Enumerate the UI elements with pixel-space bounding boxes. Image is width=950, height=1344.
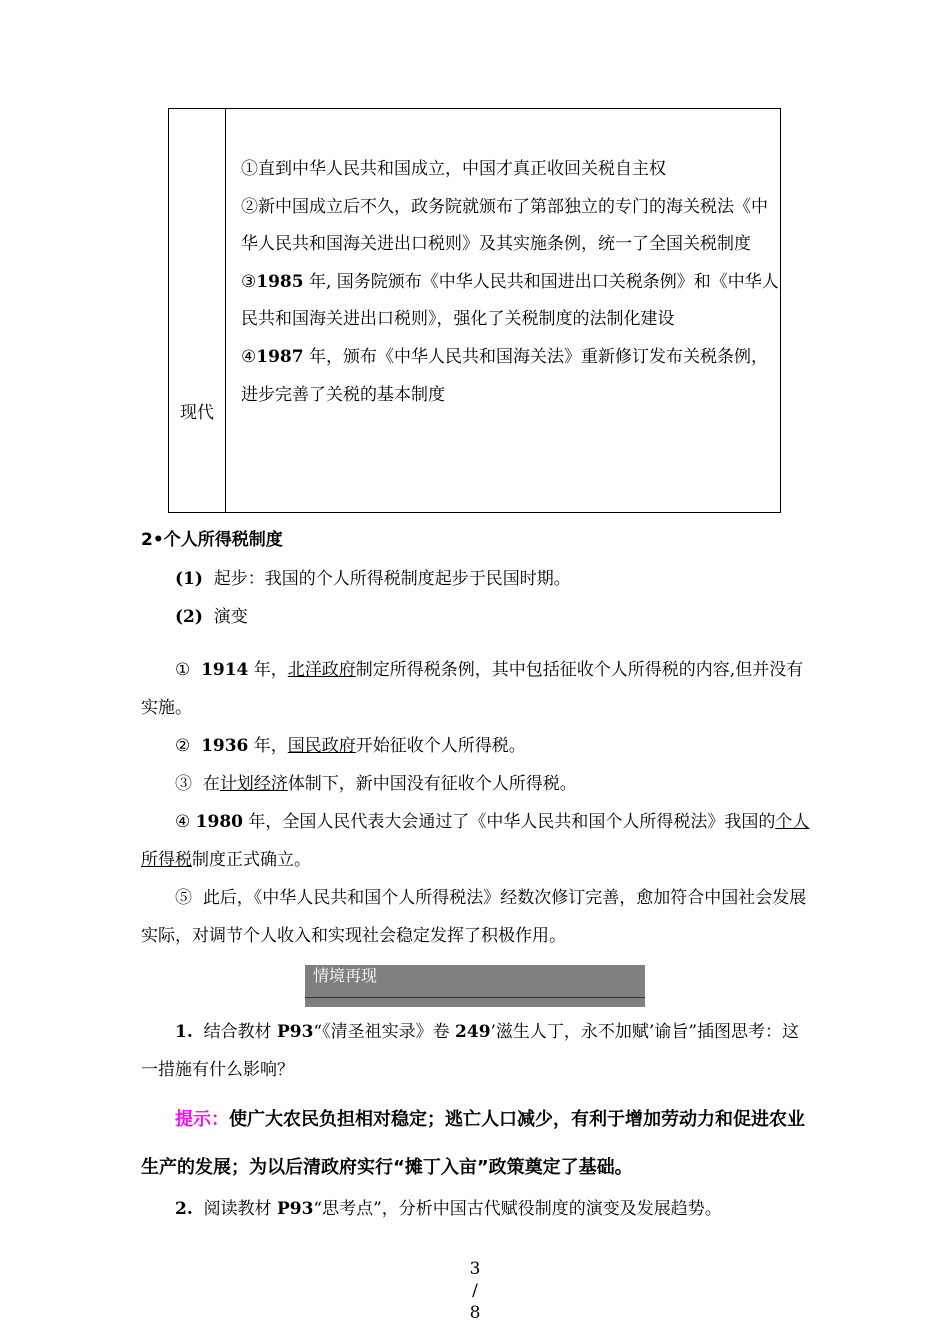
- question-2: 2. 阅读教材 P93“思考点”，分析中国古代赋役制度的演变及发展趋势。: [175, 1199, 722, 1219]
- question-1: 1. 结合教材 P93“《清圣祖实录》卷 249’滋生人丁，永不加赋’谕旨”插图思考：这一措施有什么影响？: [141, 1022, 800, 1080]
- row-label: 现代: [180, 403, 214, 423]
- hint-text: 使广大农民负担相对稳定；逃亡人口减少，有利于增加劳动力和促进农业生产的发展；为以后清政府实行“摊丁入亩”政策奠定了基础。: [141, 1109, 805, 1178]
- section-title: 2•个人所得税制度: [141, 530, 283, 550]
- row-content: [241, 151, 781, 414]
- evolution-item-1: ① 1914 年，北洋政府制定所得税条例，其中包括征收个人所得税的内容,但并没有实施。: [141, 660, 804, 718]
- evolution-item-2: ② 1936 年，国民政府开始征收个人所得税。: [175, 736, 526, 756]
- page-number: [460, 1258, 490, 1324]
- banner-rule: [305, 997, 645, 998]
- page-separator: /: [472, 1281, 478, 1301]
- table-item: ④1987 年，颁布《中华人民共和国海关法》重新修订发布关税条例，进步完善了关税的基本制度: [241, 346, 768, 405]
- evolution-item-3: ③ 在计划经济体制下，新中国没有征收个人所得税。: [175, 774, 577, 794]
- tariff-table: [168, 108, 781, 513]
- banner-label: 情境再现: [313, 966, 377, 985]
- start-line: (1) 起步：我国的个人所得税制度起步于民国时期。: [175, 569, 571, 589]
- page-total: 8: [469, 1303, 481, 1323]
- page-current: 3: [469, 1259, 481, 1279]
- evolution-item-5: ⑤ 此后，《中华人民共和国个人所得税法》经数次修订完善，愈加符合中国社会发展实际，对调节个人收入和实现社会稳定发挥了积极作用。: [141, 888, 807, 946]
- hint-block: [141, 1096, 811, 1192]
- scenario-banner: [305, 965, 645, 1007]
- table-item: ①直到中华人民共和国成立，中国才真正收回关税自主权: [241, 159, 666, 179]
- table-item: ③1985 年, 国务院颁布《中华人民共和国进出口关税条例》和《中华人民共和国海关进出口税则》，强化了关税制度的法制化建设: [241, 271, 779, 330]
- evolution-item-4: ④ 1980 年，全国人民代表大会通过了《中华人民共和国个人所得税法》我国的个人所得税制度正式确立。: [141, 812, 810, 870]
- evolve-line: (2) 演变: [175, 607, 248, 627]
- hint-label: 提示：: [175, 1109, 229, 1130]
- column-divider: [225, 109, 226, 512]
- table-item: ②新中国成立后不久，政务院就颁布了第部独立的专门的海关税法《中华人民共和国海关进出口税则》及其实施条例，统一了全国关税制度: [241, 196, 768, 255]
